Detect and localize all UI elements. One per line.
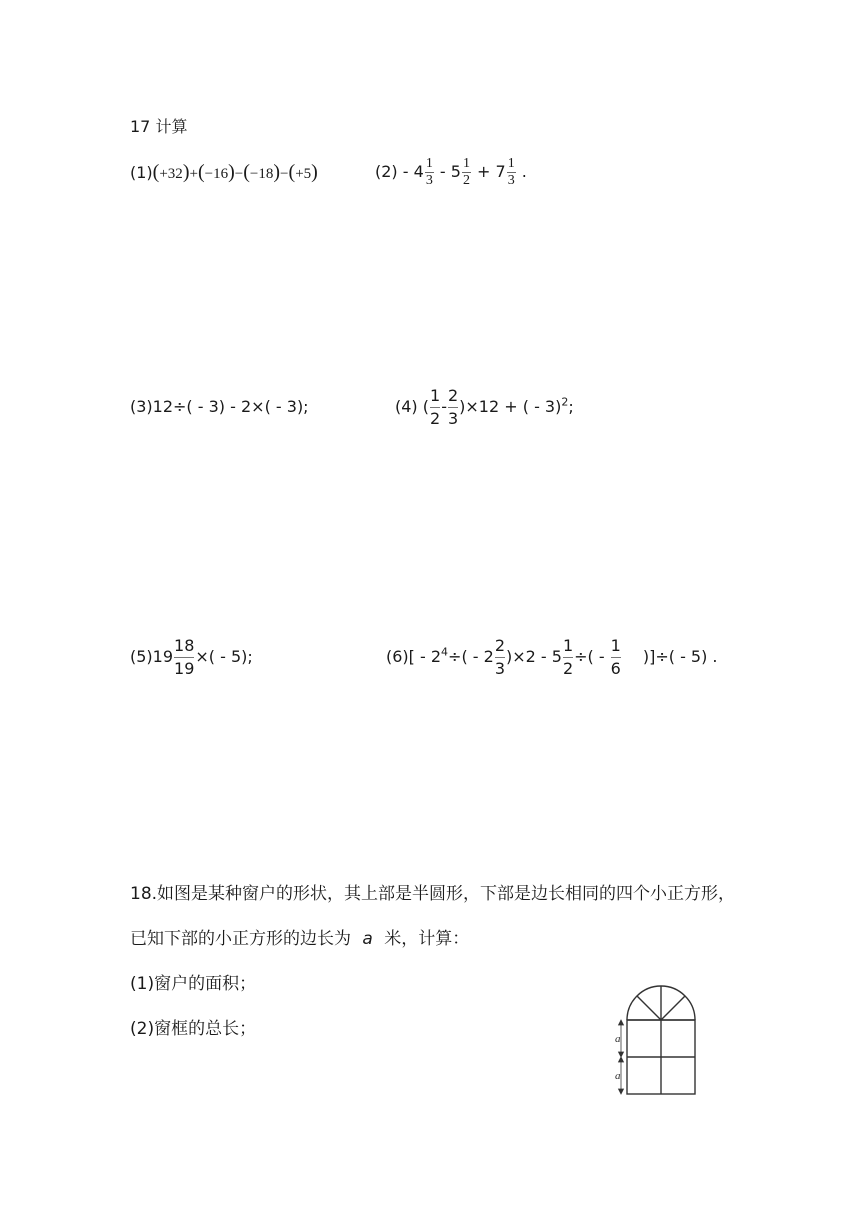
part4-end: ; <box>568 397 574 416</box>
term2-den: 2 <box>462 173 470 188</box>
arrow-down-icon <box>619 1089 624 1094</box>
term1-whole: - 4 <box>402 162 424 181</box>
part5-label: (5)19 <box>130 647 174 666</box>
frac2-num: 1 <box>562 636 574 655</box>
term3-den: 3 <box>507 173 515 188</box>
frac2-den: 3 <box>447 409 459 428</box>
term-b: −16 <box>204 166 229 182</box>
q18-line2-a: 已知下部的小正方形的边长为 <box>130 929 351 949</box>
term2-whole: - 5 <box>439 162 461 181</box>
part4-rest: )×12 + ( - 3) <box>459 397 562 416</box>
op-plus: + <box>189 166 198 182</box>
radial-bar-right <box>661 996 685 1020</box>
frac-den: 19 <box>174 659 195 678</box>
part5-rest: ×( - 5); <box>195 647 253 666</box>
frac3-num: 1 <box>610 636 621 655</box>
radial-bar-left <box>637 996 661 1020</box>
q17-part2 <box>375 156 527 189</box>
dim-label-top: a <box>615 1033 621 1045</box>
q18-line2-b: 米，计算： <box>384 929 470 949</box>
q18-sub2: (2)窗框的总长； <box>130 1019 257 1039</box>
arrow-up-icon <box>619 1020 624 1025</box>
part1-expression: (+32)+(−16)−(−18)−(+5) <box>152 161 318 183</box>
part4-label: (4) ( <box>395 397 429 416</box>
term1-num: 1 <box>425 156 433 171</box>
term-d: +5 <box>295 166 312 182</box>
term3-num: 1 <box>507 156 515 171</box>
part2-label: (2) <box>375 162 398 181</box>
q17-part5 <box>130 632 253 682</box>
term2-num: 1 <box>462 156 470 171</box>
term1-den: 3 <box>425 173 433 188</box>
term3-whole: + 7 <box>477 162 506 181</box>
dim-label-bottom: a <box>615 1070 621 1082</box>
frac3-den: 6 <box>610 659 621 678</box>
frac1-num: 1 <box>430 386 441 405</box>
op-minus-1: − <box>234 166 244 182</box>
op-minus: - <box>441 397 447 416</box>
part6-seg2: )×2 - 5 <box>506 647 562 666</box>
frac1-den: 3 <box>494 659 505 678</box>
q18-line2 <box>130 929 469 949</box>
part6-seg4: )]÷( - 5) . <box>642 647 718 666</box>
q18-line1: 18.如图是某种窗户的形状，其上部是半圆形，下部是边长相同的四个小正方形， <box>130 884 736 904</box>
variable-a: a <box>362 929 373 949</box>
part2-end: . <box>516 162 527 181</box>
q17-part1 <box>130 162 318 184</box>
term-a: +32 <box>159 166 183 182</box>
q17-part3: (3)12÷( - 3) - 2×( - 3); <box>130 397 309 416</box>
frac2-num: 2 <box>447 386 459 405</box>
term-c: −18 <box>249 166 274 182</box>
q17-part4 <box>395 382 574 432</box>
window-figure <box>605 982 715 1100</box>
frac1-num: 2 <box>494 636 505 655</box>
q18-sub1: (1)窗户的面积； <box>130 974 257 994</box>
frac1-den: 2 <box>430 409 441 428</box>
frac2-den: 2 <box>562 659 574 678</box>
part6-seg3: ÷( - <box>574 647 605 666</box>
exponent: 2 <box>561 395 569 409</box>
q17-part6 <box>386 632 718 682</box>
part6-label: (6)[ - 2 <box>386 647 442 666</box>
frac-num: 18 <box>174 636 195 655</box>
op-minus-2: − <box>280 166 289 182</box>
exponent: 4 <box>441 645 449 659</box>
q17-title: 17 计算 <box>130 117 188 136</box>
part6-seg1: ÷( - 2 <box>448 647 494 666</box>
arrow-up-icon <box>619 1057 624 1062</box>
part1-label: (1) <box>130 163 153 182</box>
